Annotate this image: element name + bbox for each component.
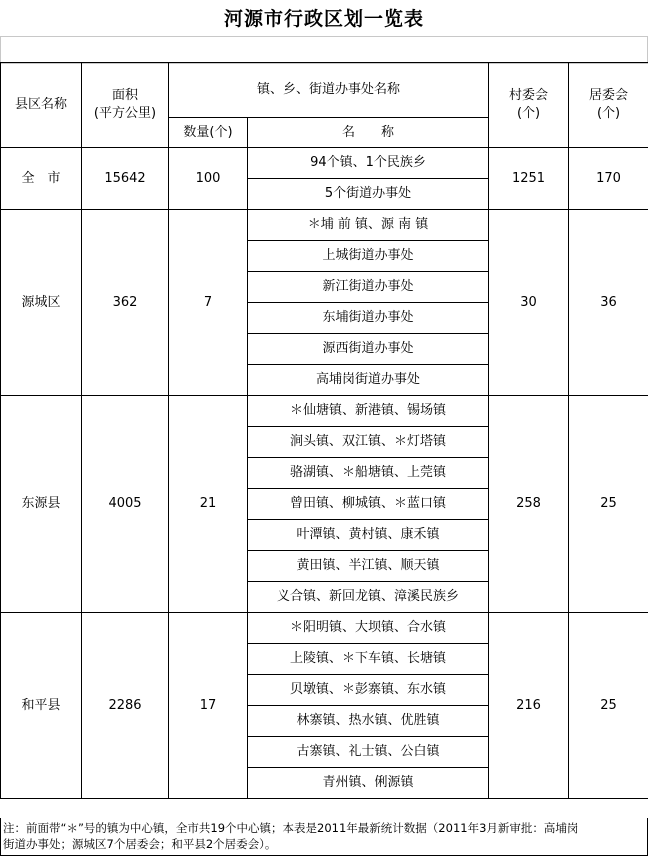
blank-row xyxy=(0,36,648,64)
town-name-cell: 曾田镇、柳城镇、＊蓝口镇 xyxy=(248,489,489,520)
header-row xyxy=(1,63,648,118)
header-area-line2: (平方公里) xyxy=(93,106,157,121)
town-name-cell: ＊埔 前 镇、源 南 镇 xyxy=(248,210,489,241)
town-name-cell: ＊仙塘镇、新港镇、锡场镇 xyxy=(248,396,489,427)
header-villages-line1: 村委会 xyxy=(509,88,549,103)
town-name-cell: 东埔街道办事处 xyxy=(248,303,489,334)
area-cell: 2286 xyxy=(82,613,169,799)
table-body xyxy=(1,148,648,799)
footnote xyxy=(0,818,648,856)
town-name-cell: 黄田镇、半江镇、顺天镇 xyxy=(248,551,489,582)
villages-cell: 1251 xyxy=(489,148,569,210)
town-name-cell: 骆湖镇、＊船塘镇、上莞镇 xyxy=(248,458,489,489)
page-title: 河源市行政区划一览表 xyxy=(223,8,424,30)
residents-cell: 36 xyxy=(569,210,648,396)
footnote-line2: 街道办事处；源城区7个居委会；和平县2个居委会）。 xyxy=(3,837,277,851)
footnote-line1: 注：前面带“＊”号的镇为中心镇，全市共19个中心镇；本表是2011年最新统计数据（2011年3月新审批：高埔岗 xyxy=(3,821,579,835)
count-cell: 7 xyxy=(169,210,248,396)
town-name-cell: 新江街道办事处 xyxy=(248,272,489,303)
header-name: 名 称 xyxy=(248,118,489,148)
residents-cell: 25 xyxy=(569,613,648,799)
header-area xyxy=(82,63,169,148)
residents-cell: 170 xyxy=(569,148,648,210)
town-name-cell: 高埔岗街道办事处 xyxy=(248,365,489,396)
area-cell: 4005 xyxy=(82,396,169,613)
residents-cell: 25 xyxy=(569,396,648,613)
header-villages xyxy=(489,63,569,148)
villages-cell: 216 xyxy=(489,613,569,799)
district-table xyxy=(0,62,648,799)
town-name-cell: ＊阳明镇、大坝镇、合水镇 xyxy=(248,613,489,644)
town-name-cell: 林寨镇、热水镇、优胜镇 xyxy=(248,706,489,737)
county-cell: 源城区 xyxy=(1,210,82,396)
header-county-name: 县区名称 xyxy=(1,63,82,148)
town-name-cell: 叶潭镇、黄村镇、康禾镇 xyxy=(248,520,489,551)
count-cell: 17 xyxy=(169,613,248,799)
town-name-cell: 上城街道办事处 xyxy=(248,241,489,272)
county-cell: 和平县 xyxy=(1,613,82,799)
town-name-cell: 源西街道办事处 xyxy=(248,334,489,365)
table-row xyxy=(1,210,648,241)
town-name-cell: 94个镇、1个民族乡 xyxy=(248,148,489,179)
villages-cell: 30 xyxy=(489,210,569,396)
town-name-cell: 古寨镇、礼士镇、公白镇 xyxy=(248,737,489,768)
town-name-cell: 涧头镇、双江镇、＊灯塔镇 xyxy=(248,427,489,458)
header-count: 数量(个) xyxy=(169,118,248,148)
town-name-cell: 义合镇、新回龙镇、漳溪民族乡 xyxy=(248,582,489,613)
county-cell: 全 市 xyxy=(1,148,82,210)
area-cell: 15642 xyxy=(82,148,169,210)
header-residents-line1: 居委会 xyxy=(589,88,629,103)
header-residents xyxy=(569,63,648,148)
table-row xyxy=(1,613,648,644)
header-residents-line2: (个) xyxy=(596,106,621,121)
town-name-cell: 贝墩镇、＊彭寨镇、东水镇 xyxy=(248,675,489,706)
header-towns-group: 镇、乡、街道办事处名称 xyxy=(169,63,489,118)
area-cell: 362 xyxy=(82,210,169,396)
county-cell: 东源县 xyxy=(1,396,82,613)
villages-cell: 258 xyxy=(489,396,569,613)
table-row xyxy=(1,396,648,427)
header-villages-line2: (个) xyxy=(516,106,541,121)
town-name-cell: 上陵镇、＊下车镇、长塘镇 xyxy=(248,644,489,675)
table-row xyxy=(1,148,648,179)
count-cell: 21 xyxy=(169,396,248,613)
count-cell: 100 xyxy=(169,148,248,210)
header-area-line1: 面积 xyxy=(111,88,138,103)
town-name-cell: 5个街道办事处 xyxy=(248,179,489,210)
town-name-cell: 青州镇、俐源镇 xyxy=(248,768,489,799)
